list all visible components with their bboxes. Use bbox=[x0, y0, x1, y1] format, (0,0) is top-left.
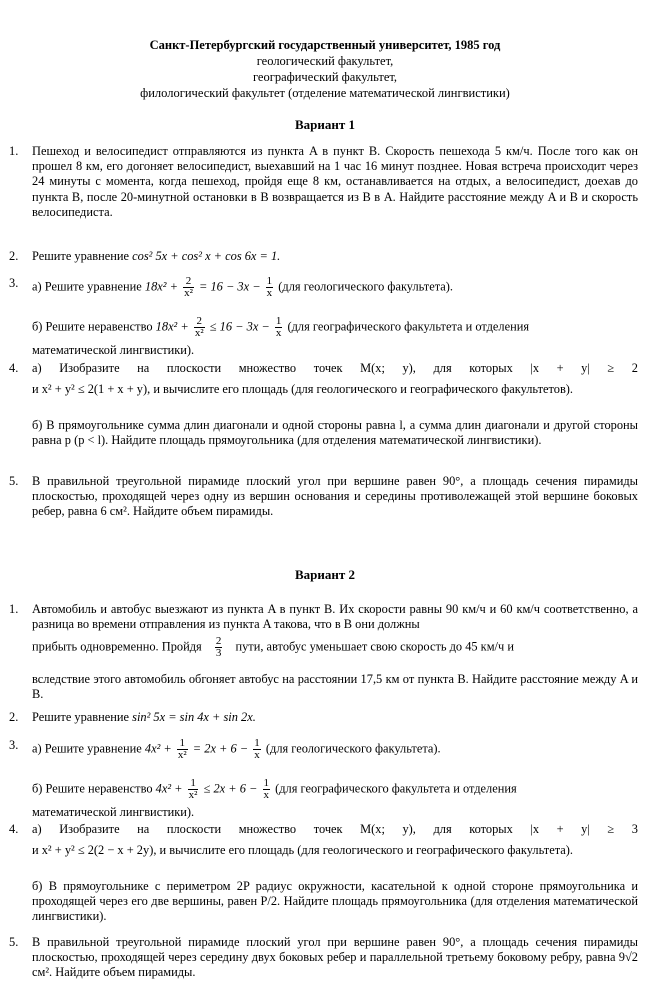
note: (для географического факультета и отделения bbox=[275, 781, 517, 796]
equation-mid: ≤ 16 − 3x − bbox=[209, 319, 270, 334]
fraction: $\frac{1}{x}$ bbox=[266, 275, 273, 299]
note-continued: математической лингвистики). bbox=[32, 805, 195, 819]
problem-number: 4. bbox=[9, 822, 19, 836]
equation: cos² 5x + cos² x + cos 6x = 1. bbox=[132, 249, 281, 263]
problem-text-b-post: пути, автобус уменьшает свою скорость до 45 км/ч и bbox=[235, 639, 514, 654]
fraction: $\frac{1}{x}$ bbox=[275, 315, 282, 339]
problem-number: 3. bbox=[9, 276, 19, 290]
fraction: $\frac{2}{\text{x²}}$ bbox=[184, 275, 193, 299]
problem-number: 1. bbox=[9, 602, 19, 616]
problem-text: В правильной треугольной пирамиде плоский угол при вершине равен 90°, а площадь сечения пирамиды плоскостью, проходящей через середину двух боковых ребер и параллельной третьему боковому ребру, равна 9√2 см². Найдите объем пирамиды. bbox=[32, 935, 638, 980]
variant-1-title: Вариант 1 bbox=[294, 117, 356, 132]
problem-label: Решите уравнение bbox=[32, 710, 130, 724]
problem-number: 4. bbox=[9, 361, 19, 375]
problem-label: Решите уравнение bbox=[32, 249, 130, 263]
header-faculty-1: геологический факультет, bbox=[256, 54, 394, 68]
problem-text-b-pre: прибыть одновременно. Пройдя bbox=[32, 639, 202, 654]
problem-label: а) Решите уравнение bbox=[32, 741, 142, 756]
problem-text-a-continued: и x² + y² ≤ 2(1 + x + y), и вычислите его площадь (для геологического и географического факультетов). bbox=[32, 382, 574, 396]
equation-left: 4x² + bbox=[144, 741, 172, 756]
fraction: $\frac{1}{x}$ bbox=[263, 777, 269, 801]
header-university: Санкт-Петербургский государственный университет, 1985 год bbox=[149, 38, 501, 52]
equation-mid: = 16 − 3x − bbox=[199, 279, 261, 294]
equation-left: 18x² + bbox=[155, 319, 189, 334]
problem-label: а) Решите уравнение bbox=[32, 279, 142, 294]
problem-number: 5. bbox=[9, 935, 19, 949]
header-faculty-3: филологический факультет (отделение математической лингвистики) bbox=[140, 86, 510, 100]
problem-label: б) Решите неравенство bbox=[32, 319, 153, 334]
fraction: $\frac{2}{3}$ bbox=[215, 635, 222, 659]
fraction: $\frac{1}{x}$ bbox=[254, 737, 260, 761]
fraction: $\frac{1}{\text{x²}}$ bbox=[188, 777, 198, 801]
problem-text-b: б) В прямоугольнике сумма длин диагонали и одной стороны равна l, а сумма длин диагонали и другой стороны равна p (p < l). Найдите площадь прямоугольника (для отделения математической лингвистики). bbox=[32, 418, 638, 448]
equation: sin² 5x = sin 4x + sin 2x. bbox=[132, 710, 256, 724]
problem-number: 3. bbox=[9, 738, 19, 752]
problem-number: 2. bbox=[9, 710, 19, 724]
equation-left: 4x² + bbox=[155, 781, 183, 796]
problem-text-c: вследствие этого автомобиль обгоняет автобус на расстоянии 17,5 км от пункта B. Найдите расстояние между A и B. bbox=[32, 672, 638, 702]
problem-label: б) Решите неравенство bbox=[32, 781, 153, 796]
fraction: $\frac{2}{\text{x²}}$ bbox=[194, 315, 204, 339]
header-faculty-2: географический факультет, bbox=[252, 70, 398, 84]
problem-text-a: Автомобиль и автобус выезжают из пункта A в пункт B. Их скорости равны 90 км/ч и 60 км/ч соответственно, а разница во времени отправления из пункта A такова, что в B они должны bbox=[32, 602, 638, 632]
problem-text: В правильной треугольной пирамиде плоский угол при вершине равен 90°, а площадь сечения пирамиды плоскостью, проходящей через одну из вершин основания и середины противолежащей этой вершине боковых ребер, равна 6 см². Найдите объем пирамиды. bbox=[32, 474, 638, 519]
problem-text-b: б) В прямоугольнике с периметром 2P радиус окружности, касательной к одной стороне прямоугольника и проходящей через его две вершины, равен P/2. Найдите площадь прямоугольника (для отделения математической лингвистики). bbox=[32, 879, 638, 924]
problem-number: 1. bbox=[9, 144, 19, 158]
equation-left: 18x² + bbox=[144, 279, 178, 294]
equation-mid: = 2x + 6 − bbox=[192, 741, 249, 756]
equation-mid: ≤ 2x + 6 − bbox=[203, 781, 258, 796]
fraction: $\frac{1}{\text{x²}}$ bbox=[177, 737, 187, 761]
variant-2-title: Вариант 2 bbox=[294, 567, 356, 582]
note: (для геологического факультета). bbox=[265, 741, 441, 756]
problem-number: 2. bbox=[9, 249, 19, 263]
problem-number: 5. bbox=[9, 474, 19, 488]
problem-text-a: а) Изобразите на плоскости множество точек M(x; y), для которых |x + y| ≥ 2 bbox=[32, 361, 638, 375]
note: (для географического факультета и отделения bbox=[287, 319, 530, 334]
problem-text-a: а) Изобразите на плоскости множество точек M(x; y), для которых |x + y| ≥ 3 bbox=[32, 822, 638, 836]
problem-text: Пешеход и велосипедист отправляются из пункта A в пункт B. Скорость пешехода 5 км/ч. После того как он прошел 8 км, его догоняет велосипедист, выехавший на 1 час 16 минут позднее. Новая встреча происходит через 24 минуты с момента, когда пешеход, пройдя еще 8 км, останавливается на отдых, а велосипедист, доехав до пункта B, после 20-минутной остановки в B возвращается из B в A. Найдите расстояние между A и B и скорость велосипедиста. bbox=[32, 144, 638, 219]
note: (для геологического факультета). bbox=[278, 279, 454, 294]
problem-text-a-continued: и x² + y² ≤ 2(2 − x + 2y), и вычислите его площадь (для геологического и географического факультета). bbox=[32, 843, 573, 857]
note-continued: математической лингвистики). bbox=[32, 343, 195, 357]
